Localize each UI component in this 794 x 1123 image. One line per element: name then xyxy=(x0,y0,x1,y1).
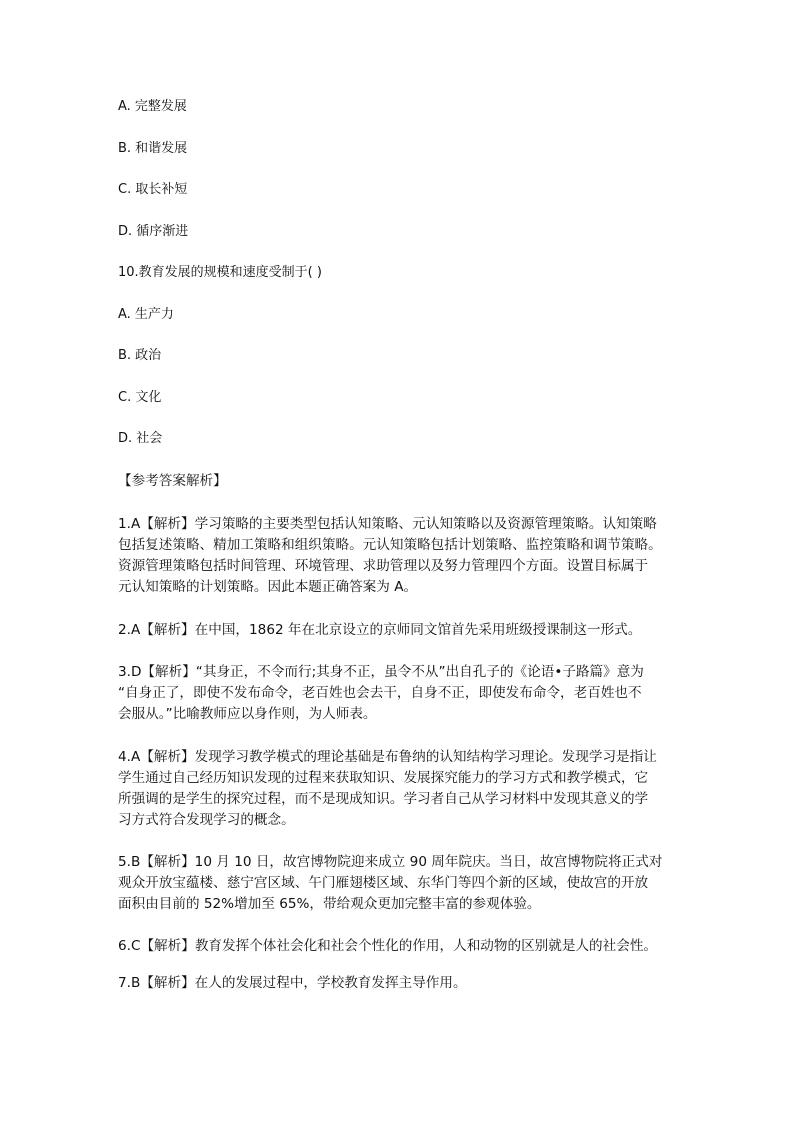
answer-line: 6.C【解析】教育发挥个体社会化和社会个性化的作用，人和动物的区别就是人的社会性。 xyxy=(118,938,658,954)
q9-option-d: D. 循序渐进 xyxy=(118,224,189,239)
answer-line: 元认知策略的计划策略。因此本题正确答案为 A。 xyxy=(118,579,418,595)
answer-line: 7.B【解析】在人的发展过程中，学校教育发挥主导作用。 xyxy=(118,975,467,991)
answer-line: 5.B【解析】10 月 10 日，故宫博物院迎来成立 90 周年院庆。当日，故宫博物院将正式对 xyxy=(118,854,663,870)
q10-option-b: B. 政治 xyxy=(118,348,162,363)
answer-line: 包括复述策略、精加工策略和组织策略。元认知策略包括计划策略、监控策略和调节策略。 xyxy=(118,537,662,553)
q9-option-b: B. 和谐发展 xyxy=(118,141,188,156)
answer-line: 面积由目前的 52%增加至 65%，带给观众更加完整丰富的参观体验。 xyxy=(118,896,541,912)
answer-line: 所强调的是学生的探究过程，而不是现成知识。学习者自己从学习材料中发现其意义的学 xyxy=(118,791,649,807)
answer-line: 学生通过自己经历知识发现的过程来获取知识、发展探究能力的学习方式和教学模式，它 xyxy=(118,770,649,786)
answer-line: 资源管理策略包括时间管理、环境管理、求助管理以及努力管理四个方面。设置目标属于 xyxy=(118,558,649,574)
q10-option-c: C. 文化 xyxy=(118,390,162,405)
answer-line: 3.D【解析】“其身正，不令而行;其身不正，虽令不从”出自孔子的《论语•子路篇》意为 xyxy=(118,664,644,680)
answer-line: 观众开放宝蕴楼、慈宁宫区域、午门雁翅楼区域、东华门等四个新的区域，使故宫的开放 xyxy=(118,875,649,891)
q10-option-a: A. 生产力 xyxy=(118,307,174,322)
q9-option-a: A. 完整发展 xyxy=(118,99,187,114)
q10-stem: 10.教育发展的规模和速度受制于( ) xyxy=(118,265,322,280)
answer-line: 4.A【解析】发现学习教学模式的理论基础是布鲁纳的认知结构学习理论。发现学习是指让 xyxy=(118,749,657,765)
answer-line: “自身正了，即使不发布命令，老百姓也会去干，自身不正，即使发布命令，老百姓也不 xyxy=(118,685,642,701)
answer-line: 1.A【解析】学习策略的主要类型包括认知策略、元认知策略以及资源管理策略。认知策略 xyxy=(118,516,657,532)
answer-line: 会服从。”比喻教师应以身作则，为人师表。 xyxy=(118,706,377,722)
answers-heading: 【参考答案解析】 xyxy=(118,473,227,489)
q9-option-c: C. 取长补短 xyxy=(118,182,188,197)
answer-line: 习方式符合发现学习的概念。 xyxy=(118,812,295,828)
q10-option-d: D. 社会 xyxy=(118,431,163,446)
answer-line: 2.A【解析】在中国，1862 年在北京设立的京师同文馆首先采用班级授课制这一形式。 xyxy=(118,622,642,638)
